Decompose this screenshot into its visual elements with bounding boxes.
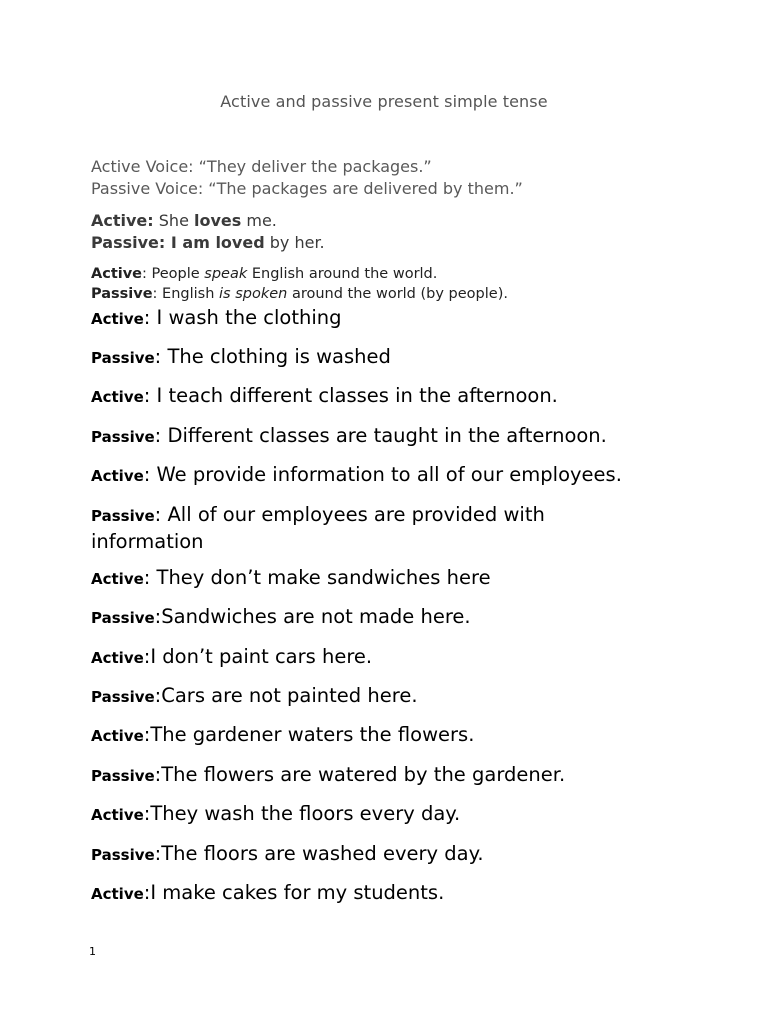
example-line [91, 565, 691, 592]
example-text: :I make cakes for my students. [143, 881, 445, 904]
example-text: :Sandwiches are not made here. [154, 605, 471, 628]
example-text: : The clothing is washed [154, 345, 391, 368]
passive-label: Passive: [91, 233, 166, 252]
example-text: : They don’t make sandwiches here [143, 566, 491, 589]
example-line [91, 841, 691, 868]
intro-active-voice: Active Voice: “They deliver the packages.” [91, 157, 432, 176]
example-label: Active [91, 806, 144, 824]
example-label: Active [91, 388, 144, 406]
example-text: : I teach different classes in the afternoon. [143, 384, 558, 407]
example-text: : I wash the clothing [143, 306, 342, 329]
sentence-text: English around the world. [247, 266, 438, 282]
example-label: Passive [91, 609, 155, 627]
speak-active-line [91, 266, 437, 282]
example-label: Active [91, 570, 144, 588]
sentence-text: She [153, 211, 194, 230]
page-title: Active and passive present simple tense [220, 92, 548, 111]
active-label: Active: [91, 211, 154, 230]
example-line [91, 423, 691, 450]
speak-passive-line [91, 286, 508, 302]
example-line [91, 762, 691, 789]
example-label: Active [91, 467, 144, 485]
example-label: Passive [91, 428, 155, 446]
verb-text: is spoken [219, 286, 288, 302]
example-text: :They wash the floors every day. [143, 802, 461, 825]
example-text: : All of our employees are provided with information [91, 503, 545, 553]
example-line [91, 462, 691, 489]
verb-text: speak [204, 266, 248, 282]
example-label: Active [91, 885, 144, 903]
example-text: : Different classes are taught in the afternoon. [154, 424, 607, 447]
example-label: Passive [91, 349, 155, 367]
loves-active-line [91, 211, 277, 230]
example-text: :I don’t paint cars here. [143, 645, 373, 668]
example-line [91, 644, 691, 671]
example-label: Active [91, 727, 144, 745]
example-label: Active [91, 310, 144, 328]
example-line [91, 880, 691, 907]
example-text: :The flowers are watered by the gardener. [154, 763, 566, 786]
example-line [91, 383, 691, 410]
active-label: Active [91, 266, 143, 282]
sentence-text: : People [142, 266, 205, 282]
page-number: 1 [89, 945, 96, 958]
sentence-text: by her. [264, 233, 325, 252]
example-label: Active [91, 649, 144, 667]
example-line [91, 502, 591, 554]
example-line [91, 801, 691, 828]
example-line [91, 722, 691, 749]
sentence-text: : English [152, 286, 220, 302]
example-line [91, 344, 691, 371]
sentence-text: around the world (by people). [287, 286, 508, 302]
example-text: :The floors are washed every day. [154, 842, 484, 865]
verb-text: loves [194, 211, 242, 230]
loves-passive-line [91, 233, 325, 252]
example-line [91, 604, 691, 631]
verb-text: I am loved [165, 233, 265, 252]
passive-label: Passive [91, 286, 153, 302]
example-line [91, 305, 691, 332]
example-text: :The gardener waters the flowers. [143, 723, 475, 746]
example-text: : We provide information to all of our employees. [143, 463, 622, 486]
example-line [91, 683, 691, 710]
example-label: Passive [91, 507, 155, 525]
sentence-text: me. [241, 211, 277, 230]
example-text: :Cars are not painted here. [154, 684, 418, 707]
example-label: Passive [91, 767, 155, 785]
example-label: Passive [91, 846, 155, 864]
example-label: Passive [91, 688, 155, 706]
intro-passive-voice: Passive Voice: “The packages are delivered by them.” [91, 179, 523, 198]
